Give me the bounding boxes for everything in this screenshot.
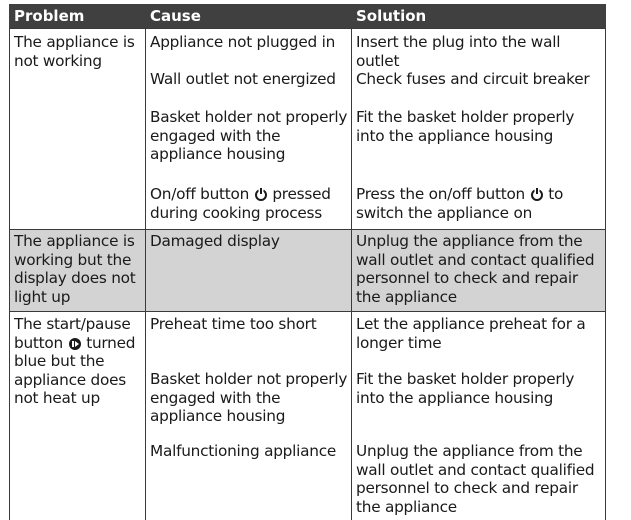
cause-text: pressed during cooking process [150,185,331,222]
table-border-left [9,28,10,520]
solution-cell: Check fuses and circuit breaker [356,70,590,88]
start-pause-icon [69,338,81,350]
cause-cell: Wall outlet not energized [150,70,336,88]
column-divider [145,28,146,520]
cause-cell: Damaged display [150,232,280,250]
solution-cell: Let the appliance preheat for a longer time [356,315,586,352]
cause-cell: Basket holder not properly engaged with the appliance housing [150,108,348,163]
header-problem: Problem [14,7,85,25]
cause-cell: Appliance not plugged in [150,33,336,51]
cause-text: On/off button [150,185,250,203]
problem-cell: The appliance is working but the display does not light up [14,232,136,306]
problem-text: The start/pause button [14,315,131,352]
cause-cell: Basket holder not properly engaged with the appliance housing [150,370,348,425]
cause-cell: Malfunctioning appliance [150,442,337,460]
row-divider [9,311,606,312]
solution-cell: Fit the basket holder properly into the appliance housing [356,370,575,407]
problem-text: turned blue but the appliance does not heat up [14,333,136,407]
solution-cell: Insert the plug into the wall outlet [356,33,561,70]
row-divider [9,229,606,230]
problem-cell: The appliance is not working [14,33,135,70]
power-icon [255,189,267,201]
solution-cell: Unplug the appliance from the wall outlet and contact qualified personnel to check and repair the appliance [356,442,595,516]
header-cause: Cause [150,7,201,25]
solution-cell [356,185,596,222]
solution-cell: Fit the basket holder properly into the appliance housing [356,108,575,145]
cause-cell [150,185,350,222]
header-solution: Solution [356,7,427,25]
cause-cell: Preheat time too short [150,315,317,333]
solution-text: to switch the appliance on [356,185,564,222]
power-icon [531,189,543,201]
column-divider [351,28,352,520]
row-divider [9,28,606,29]
solution-text: Press the on/off button [356,185,525,203]
solution-cell: Unplug the appliance from the wall outlet and contact qualified personnel to check and repair the appliance [356,232,595,306]
problem-cell [14,315,142,408]
